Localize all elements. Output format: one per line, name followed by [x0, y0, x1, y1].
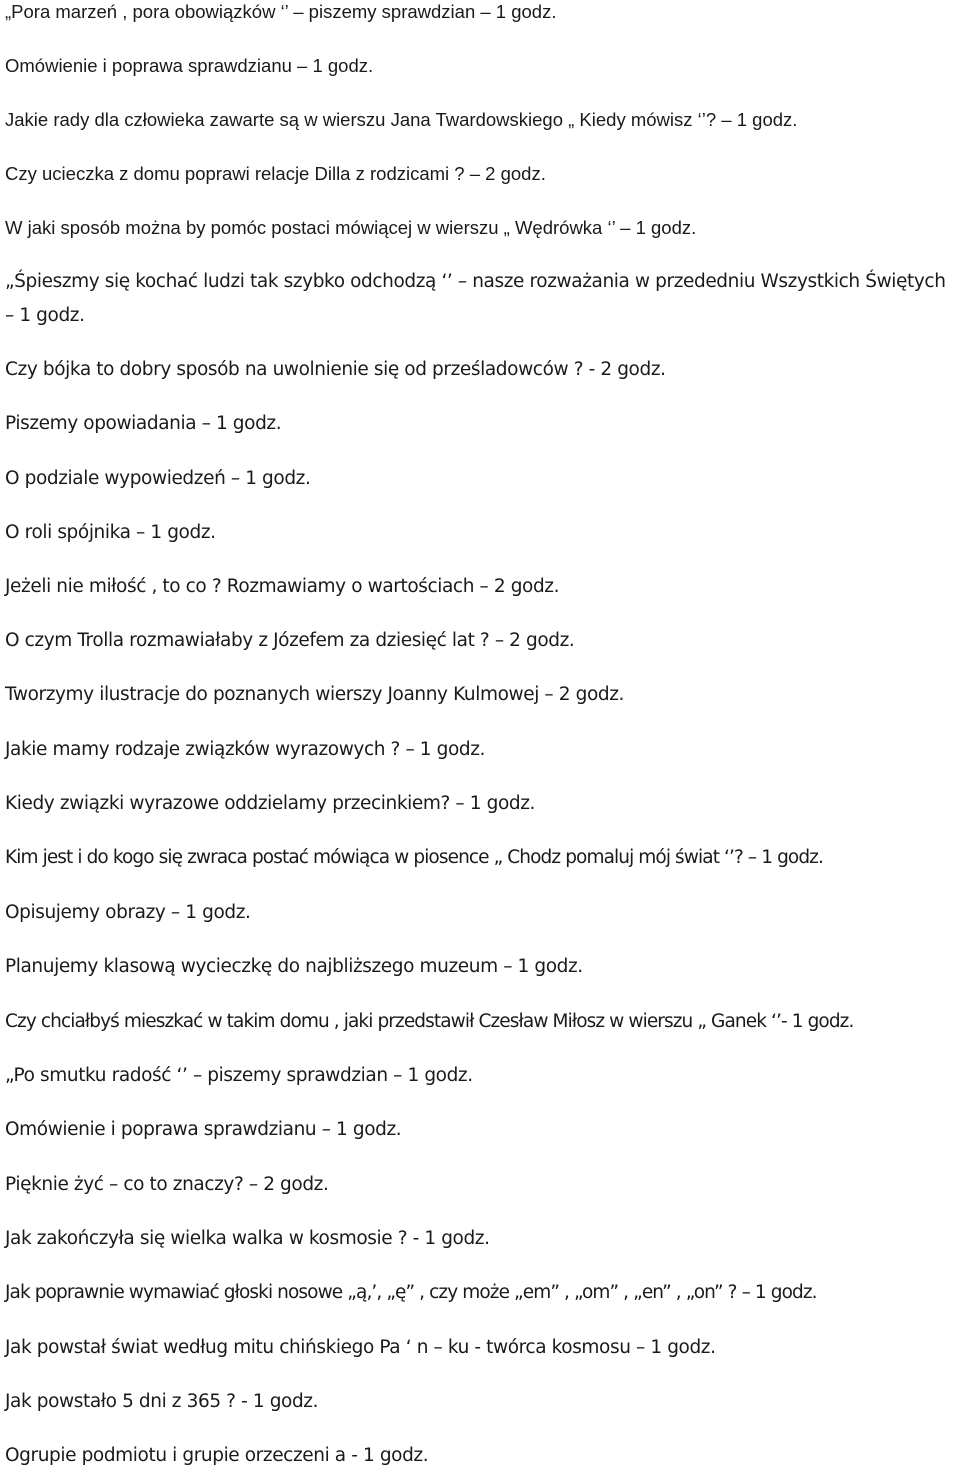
lesson-item: Jak powstał świat według mitu chińskiego Pa ‘ n – ku - twórca kosmosu – 1 godz.: [5, 1337, 716, 1358]
lesson-item: W jaki sposób można by pomóc postaci mówiącej w wierszu „ Wędrówka ‘’ – 1 godz.: [5, 217, 697, 238]
lesson-item: Planujemy klasową wycieczkę do najbliższego muzeum – 1 godz.: [5, 956, 583, 977]
lesson-item: „Pora marzeń , pora obowiązków ‘’ – piszemy sprawdzian – 1 godz.: [5, 1, 557, 22]
lesson-item: Jak powstało 5 dni z 365 ? - 1 godz.: [5, 1391, 319, 1412]
lesson-item: Tworzymy ilustracje do poznanych wierszy Joanny Kulmowej – 2 godz.: [5, 684, 624, 705]
lesson-item: Czy chciałbyś mieszkać w takim domu , jaki przedstawił Czesław Miłosz w wierszu „ Ganek ‘’- 1 godz.: [5, 1011, 854, 1032]
lesson-item: Opisujemy obrazy – 1 godz.: [5, 902, 251, 923]
lesson-item: Piszemy opowiadania – 1 godz.: [5, 413, 282, 434]
lesson-item: Jakie mamy rodzaje związków wyrazowych ? – 1 godz.: [5, 739, 486, 760]
lesson-item: Pięknie żyć – co to znaczy? – 2 godz.: [5, 1174, 329, 1195]
lesson-item: Jak poprawnie wymawiać głoski nosowe „ą‚’, „ę” , czy może „em” , „om” , „en” , „on” ? – 1 godz.: [5, 1282, 817, 1303]
lesson-item: Omówienie i poprawa sprawdzianu – 1 godz.: [5, 55, 374, 76]
lesson-item: Czy ucieczka z domu poprawi relacje Dilla z rodzicami ? – 2 godz.: [5, 163, 546, 184]
lesson-item: Omówienie i poprawa sprawdzianu – 1 godz.: [5, 1119, 402, 1140]
lesson-item: Kim jest i do kogo się zwraca postać mówiąca w piosence „ Chodz pomaluj mój świat ‘’? – 1 godz.: [5, 847, 823, 868]
lesson-item: O podziale wypowiedzeń – 1 godz.: [5, 468, 311, 489]
lesson-item: O roli spójnika – 1 godz.: [5, 522, 216, 543]
lesson-item: „Po smutku radość ‘’ – piszemy sprawdzian – 1 godz.: [5, 1065, 473, 1086]
lesson-item: „Śpieszmy się kochać ludzi tak szybko odchodzą ‘’ – nasze rozważania w przededniu Wszystkich Świętych – 1 godz.: [5, 271, 946, 326]
lesson-item: Czy bójka to dobry sposób na uwolnienie się od prześladowców ? - 2 godz.: [5, 359, 666, 380]
lesson-item: O czym Trolla rozmawiałaby z Józefem za dziesięć lat ? – 2 godz.: [5, 630, 575, 651]
lesson-item: Jeżeli nie miłość , to co ? Rozmawiamy o wartościach – 2 godz.: [5, 576, 560, 597]
lesson-item: Jakie rady dla człowieka zawarte są w wierszu Jana Twardowskiego „ Kiedy mówisz ‘’? – 1 godz.: [5, 109, 798, 130]
lesson-item: Jak zakończyła się wielka walka w kosmosie ? - 1 godz.: [5, 1228, 490, 1249]
lesson-item: Kiedy związki wyrazowe oddzielamy przecinkiem? – 1 godz.: [5, 793, 536, 814]
lesson-item: Ogrupie podmiotu i grupie orzeczeni a - 1 godz.: [5, 1445, 429, 1466]
